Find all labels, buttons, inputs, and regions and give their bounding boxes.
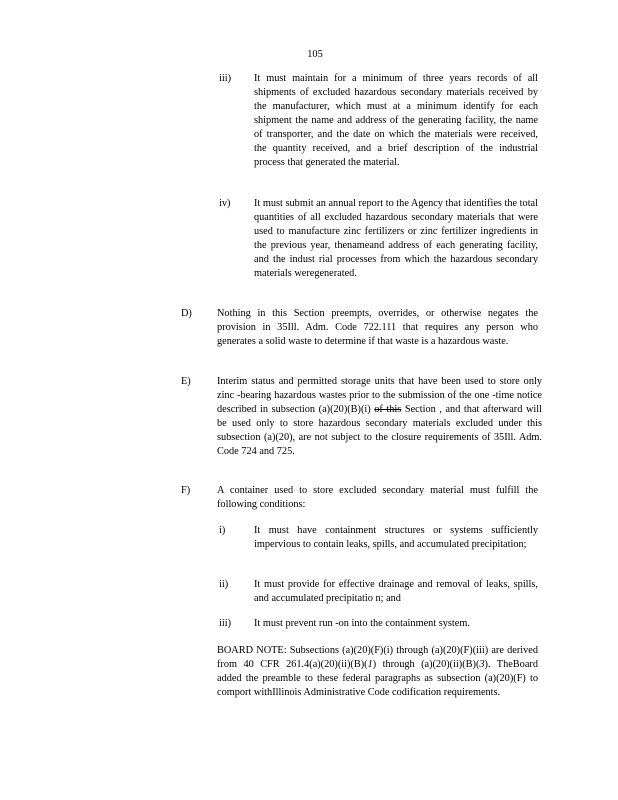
- sub-iii-text: It must prevent run -on into the containment system.: [254, 618, 470, 629]
- board-note-part-2: ) through (a)(20)(ii)(B)(: [372, 659, 480, 670]
- item-iv-text: It must submit an annual report to the Agency that identifies the total quantities of all excluded hazardous secondary materials that were used to manufacture zinc fertilizers or zinc fertilizer ingredients in the previous year, thenameand address of each generating facility, and the indust rial processes from which the hazardous secondary materials weregenerated.: [254, 198, 538, 279]
- item-e-struck-text: of this: [374, 404, 402, 415]
- sub-ii-text: It must provide for effective drainage and removal of leaks, spills, and accumulated precipitatio n; and: [254, 579, 538, 604]
- item-iii-label: iii): [219, 73, 232, 84]
- item-d-label: D): [181, 308, 192, 319]
- item-e-text-before: Interim status and permitted storage units that have been used to store only zinc -bearing hazardous wastes prior to the submission of the one -time notice described in subsection (a)(20)(B)(i): [217, 376, 542, 415]
- sub-ii-label: ii): [219, 579, 229, 590]
- item-f-text: A container used to store excluded secondary material must fulfill the following conditions:: [217, 485, 538, 510]
- page-number: 105: [307, 49, 323, 60]
- item-e-text-after: Section , and that afterward will be used only to store hazardous secondary materials excluded under this subsection (a)(20), are not subject to the closure requirements of 35Ill. Adm. Code 724 and 725.: [217, 404, 542, 457]
- item-iv-label: iv): [219, 198, 231, 209]
- board-note-italic-3: 3: [479, 659, 485, 670]
- item-e-label: E): [181, 376, 191, 387]
- sub-i-text: It must have containment structures or systems sufficiently impervious to contain leaks, spills, and accumulated precipitation;: [254, 525, 538, 550]
- board-note-part-3: ). TheBoard added the preamble to these federal paragraphs as subsection (a)(20)(F) to comport withIllinois Administrative Code codification requirements.: [217, 659, 538, 698]
- board-note-part-1: BOARD NOTE: Subsections (a)(20)(F)(i) through (a)(20)(F)(iii) are derived from 40 CFR 261.4(a)(20)(ii)(B)(: [217, 645, 538, 670]
- item-f-label: F): [181, 485, 191, 496]
- sub-iii-label: iii): [219, 618, 232, 629]
- sub-i-label: i): [219, 525, 226, 536]
- board-note-italic-1: 1: [367, 659, 373, 670]
- item-iii-text: It must maintain for a minimum of three years records of all shipments of excluded hazardous secondary materials received by the manufacturer, which must at a minimum identify for each shipment the name and address of the generating facility, the name of transporter, and the date on which the materials were received, the quantity received, and a brief description of the industrial process that generated the material.: [254, 73, 538, 168]
- board-note: [217, 644, 538, 700]
- item-d-text: Nothing in this Section preempts, overrides, or otherwise negates the provision in 35Ill. Adm. Code 722.111 that requires any person who generates a solid waste to determine if that waste is a hazardous waste.: [217, 308, 538, 347]
- item-e-text: [217, 375, 542, 459]
